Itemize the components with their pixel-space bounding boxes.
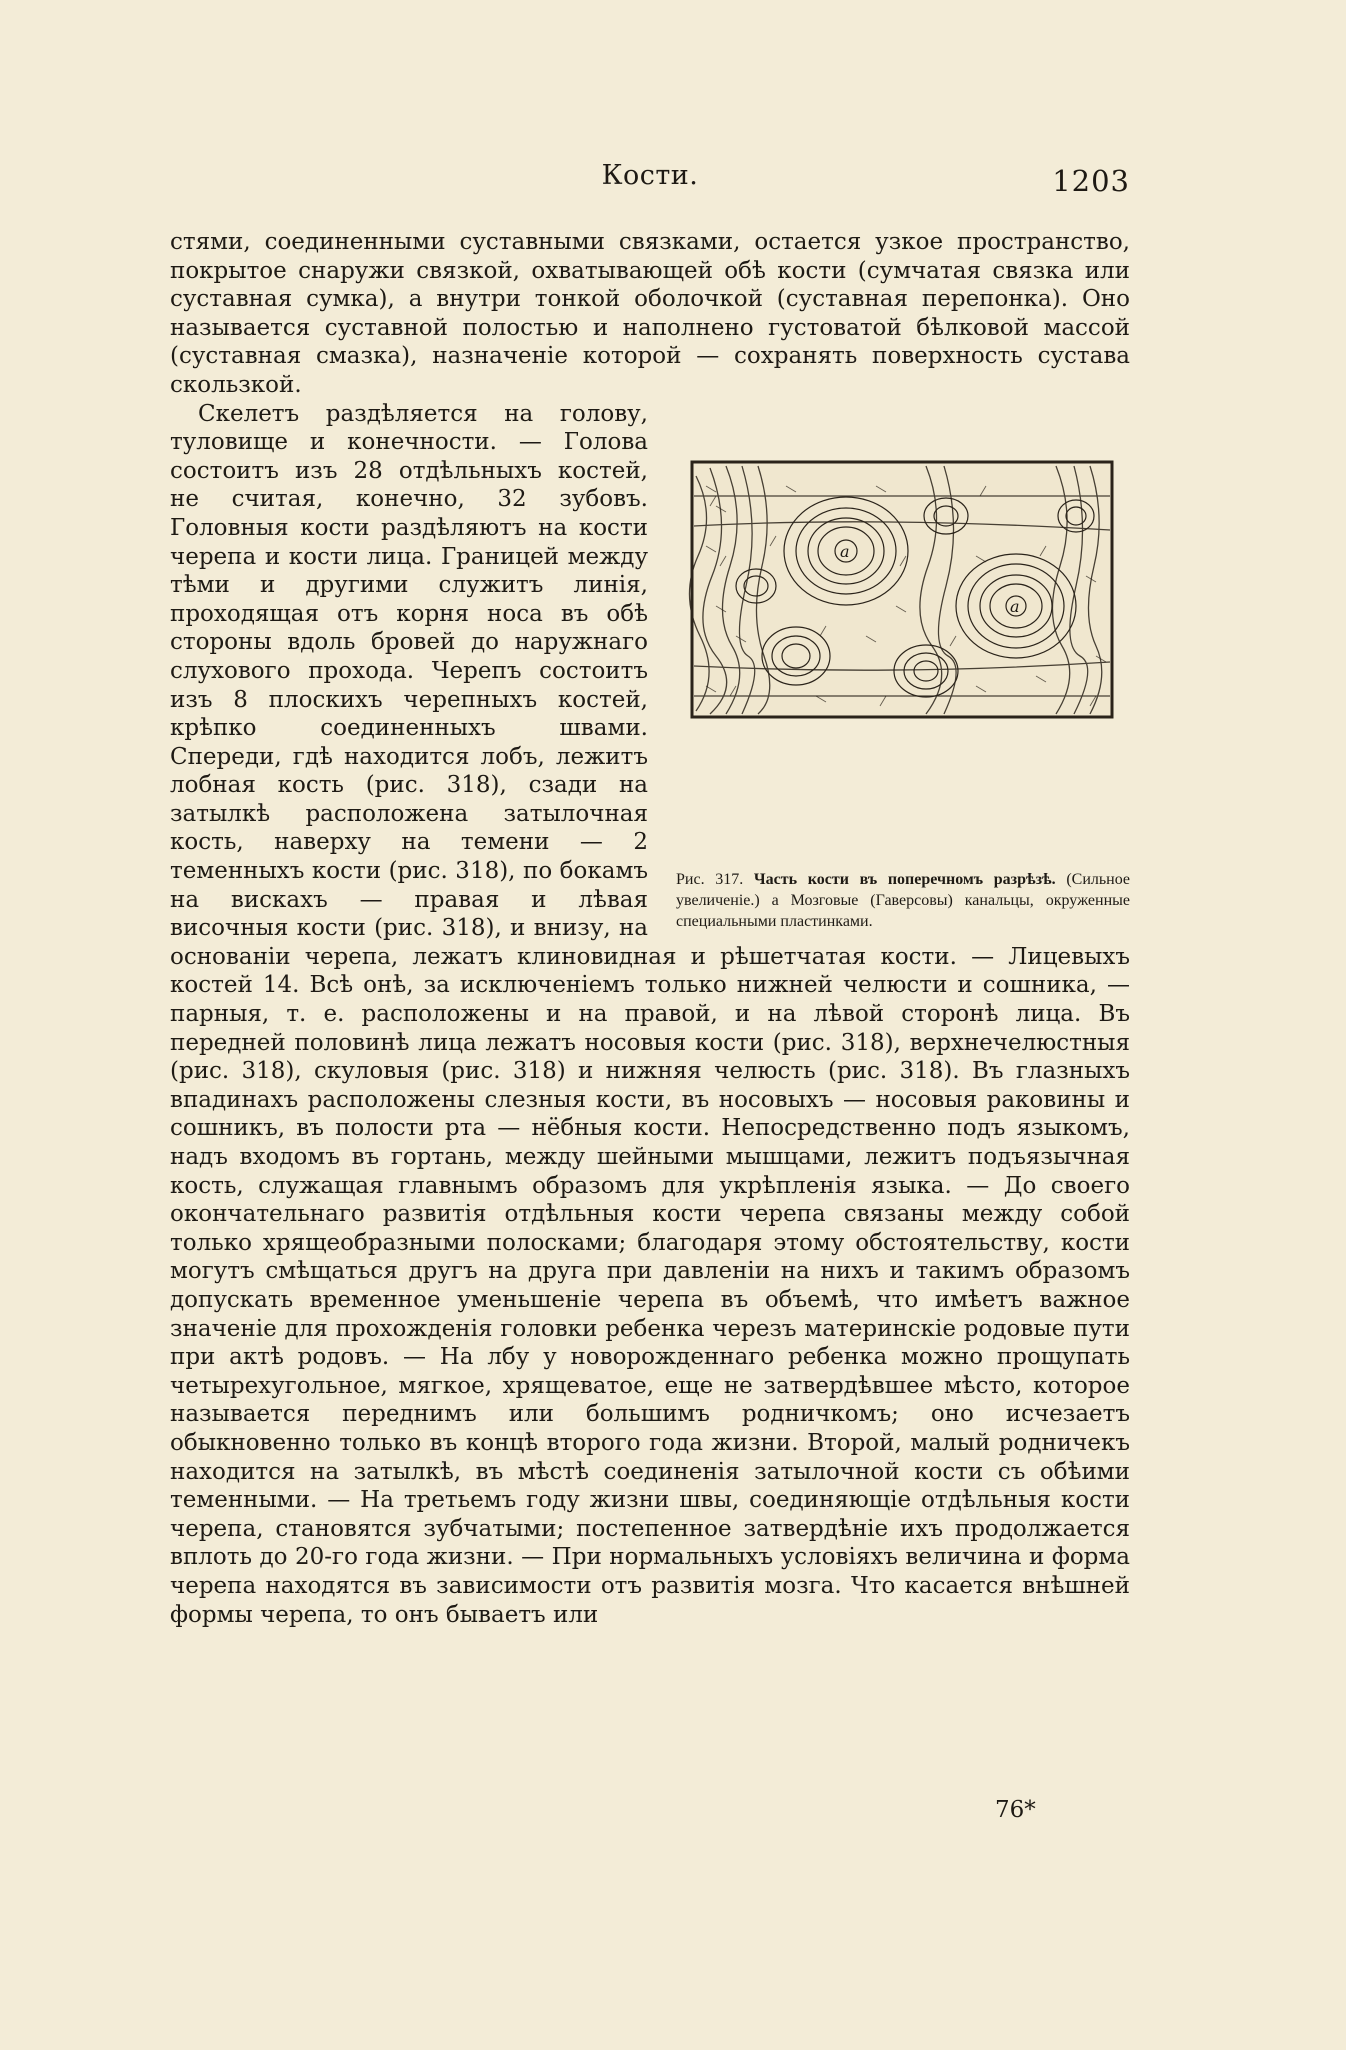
page-header	[170, 160, 1130, 200]
caption-title: Часть кости въ поперечномъ разрѣзѣ.	[753, 870, 1056, 888]
paragraph-2: Скелетъ раздѣляется на голову, туловище и конечности. — Голова состоитъ изъ 28 отдѣльныхъ костей, не считая, конечно, 32 зубовъ. Головныя кости раздѣляютъ на кости черепа и кости лица. Границей между тѣми и другими служитъ линія, проходящая отъ корня носа въ обѣ стороны вдоль бровей до наружнаго слухового прохода. Черепъ состоитъ изъ 8 плоскихъ черепныхъ костей, крѣпко соединенныхъ швами. Спереди, гдѣ находится лобъ, лежитъ лобная кость (рис. 318), сзади на затылкѣ расположена затылочная кость, наверху на темени — 2 теменныхъ кости (рис. 318), по бокамъ на вискахъ — правая и лѣвая височныя кости (рис. 318), и внизу, на основаніи черепа, лежатъ клиновидная и рѣшетчатая кости. — Лицевыхъ костей 14. Всѣ онѣ, за исключеніемъ только нижней челюсти и сошника, — парныя, т. е. расположены и на правой, и на лѣвой сторонѣ лица. Въ передней половинѣ лица лежатъ носовыя кости (рис. 318), верхнечелюстныя (рис. 318), скуловыя (рис. 318) и нижняя челюсть (рис. 318). Въ глазныхъ впадинахъ расположены слезныя кости, въ носовыхъ — носовыя раковины и сошникъ, въ полости рта — нёбныя кости. Непосредственно подъ языкомъ, надъ входомъ въ гортань, между шейными мышцами, лежитъ подъязычная кость, служащая главнымъ образомъ для укрѣпленія языка. — До своего окончательнаго развитія отдѣльныя кости черепа связаны между собой только хрящеобразными полосками; благодаря этому обстоятельству, кости могутъ смѣщаться другъ на друга при давленіи на нихъ и такимъ образомъ допускать временное уменьшеніе черепа въ объемѣ, что имѣетъ важное значеніе для прохожденія головки ребенка черезъ материнскіе родовые пути при актѣ родовъ. — На лбу у новорожденнаго ребенка можно прощупать четырехугольное, мягкое, хрящеватое, еще не затвердѣвшее мѣсто, которое называется переднимъ или большимъ родничкомъ; оно исчезаетъ обыкновенно только въ концѣ второго года жизни. Второй, малый родничекъ находится на затылкѣ, въ мѣстѣ соединенія затылочной кости съ обѣими теменными. — На третьемъ году жизни швы, соединяющіе отдѣльныя кости черепа, становятся зубчатыми; постепенное затвердѣніе ихъ продолжается вплоть до 20-го года жизни. — При нормальныхъ условіяхъ величина и форма черепа находятся въ зависимости отъ развитія мозга. Что касается внѣшней формы черепа, то онъ бываетъ или	[170, 400, 1130, 1628]
figure-317	[676, 456, 1130, 932]
signature-mark: 76*	[995, 1797, 1036, 1823]
running-title: Кости.	[601, 160, 699, 191]
label-a-2: a	[1010, 596, 1020, 616]
caption-text: (Сильное увеличеніе.) а Мозговые (Гаверсовы) канальцы, окруженные специальными пластинками.	[676, 870, 1131, 930]
paragraph-1: стями, соединенными суставными связками, остается узкое пространство, покрытое снаружи связкой, охватывающей обѣ кости (сумчатая связка или суставная сумка), а внутри тонкой оболочкой (суставная перепонка). Оно называется суставной полостью и наполнено густоватой бѣлковой массой (суставная смазка), назначеніе которой — сохранять поверхность сустава скользкой.	[170, 229, 1130, 398]
bone-cross-section-illustration	[676, 456, 1130, 861]
figure-caption	[676, 869, 1130, 932]
body-text	[170, 228, 1130, 1629]
label-a-1: a	[840, 541, 850, 561]
page-number: 1203	[1052, 164, 1130, 198]
caption-number: Рис. 317.	[676, 870, 744, 888]
